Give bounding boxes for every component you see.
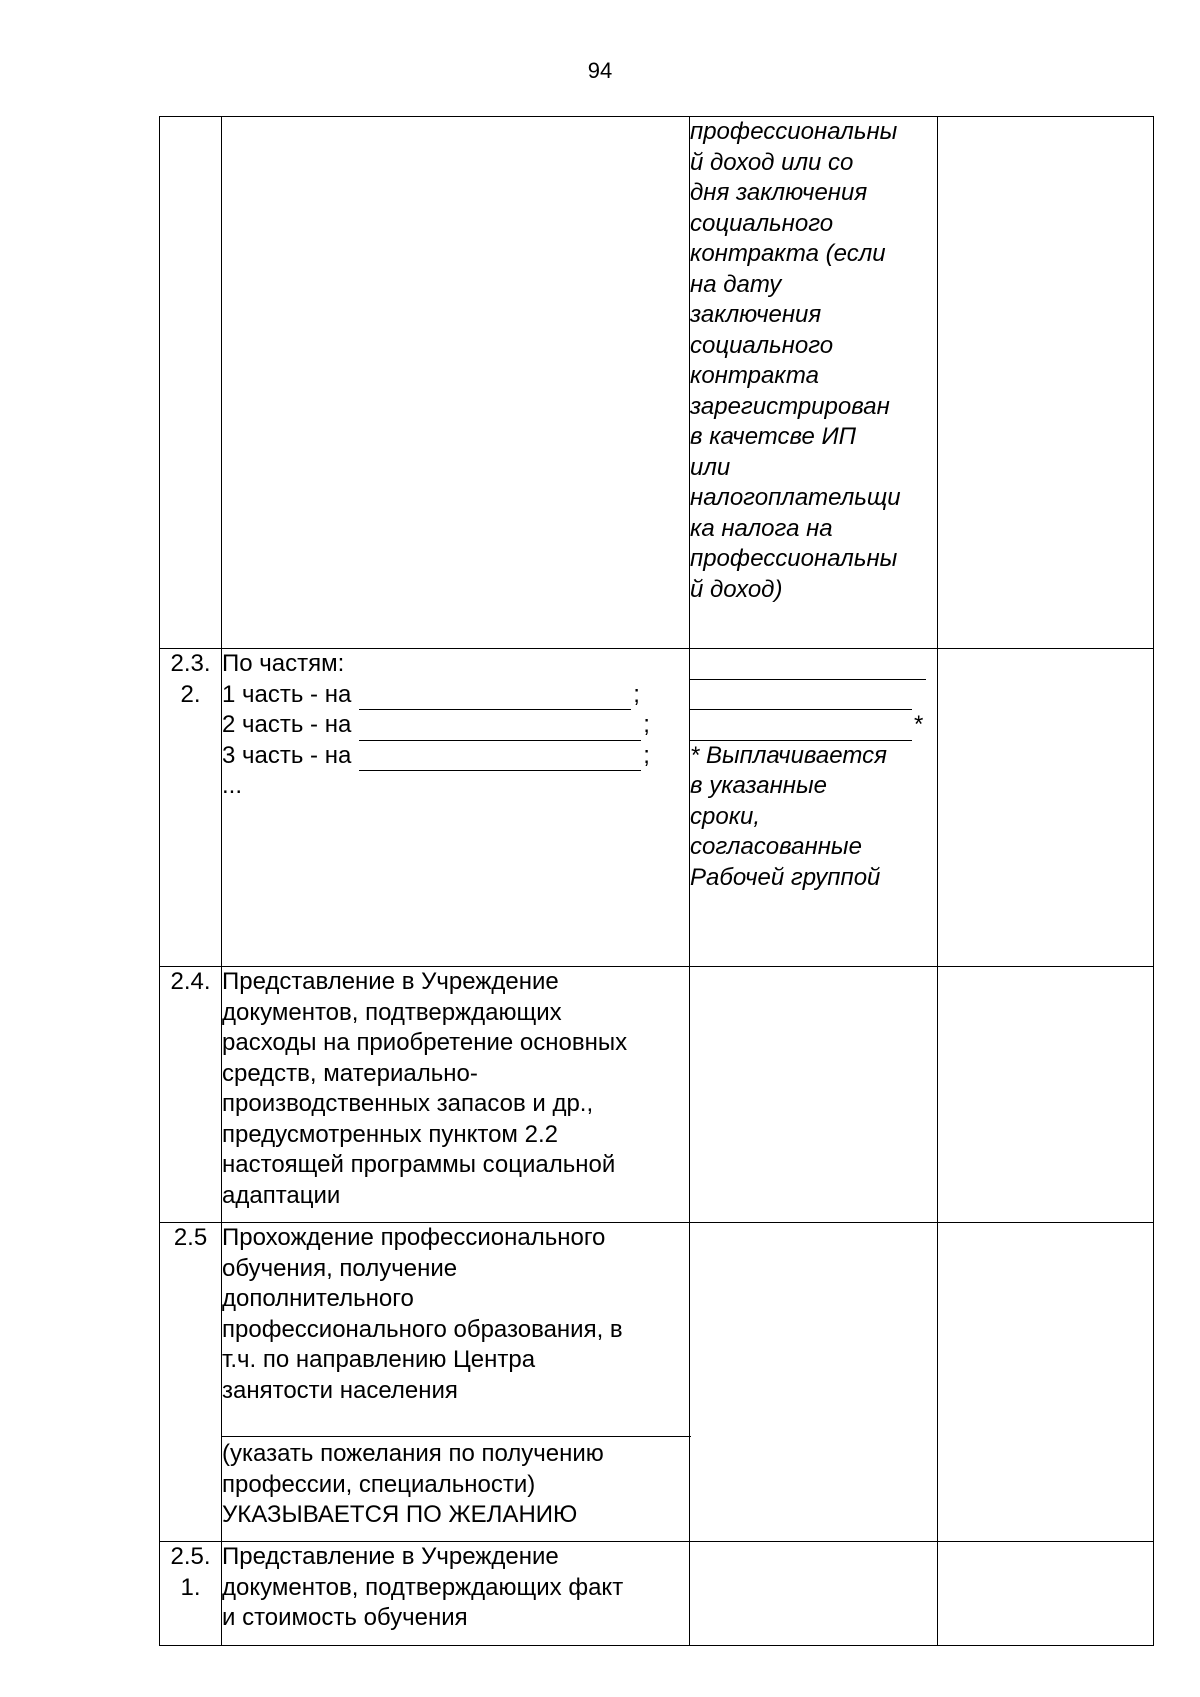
row-description: Представление в Учреждение документов, подтверждающих расходы на приобретение основных средств, материально- производственных запасов и др., предусмотренных пунктом 2.2 настоящей программы социальной адаптации	[222, 967, 690, 1223]
row-result	[690, 967, 938, 1223]
row-number: 2.5. 1.	[160, 1542, 222, 1646]
row-result: профессиональны й доход или со дня заключения социального контракта (если на дату заключения социального контракта зарегистрирован в качетсве ИП или налогоплательщи ка налога на профессиональны й доход)	[690, 117, 938, 649]
table-row	[160, 967, 1154, 1223]
part-label: 2 часть - на	[222, 711, 352, 738]
row-empty-cell	[938, 117, 1154, 649]
table-row	[160, 117, 1154, 649]
part-1-line	[222, 680, 689, 711]
result-blank-1	[690, 649, 937, 680]
row-description: Представление в Учреждение документов, подтверждающих факт и стоимость обучения	[222, 1542, 690, 1646]
blank-line	[359, 716, 641, 741]
result-note: * Выплачивается в указанные сроки, согласованные Рабочей группой	[690, 741, 887, 891]
row-number: 2.4.	[160, 967, 222, 1223]
description-text: Прохождение профессионального обучения, получение дополнительного профессионального образования, в т.ч. по направлению Центра занятости населения	[222, 1224, 623, 1404]
blank-line	[690, 685, 912, 710]
row-number	[160, 117, 222, 649]
row-description	[222, 117, 690, 649]
row-empty-cell	[938, 1542, 1154, 1646]
asterisk-mark: *	[914, 711, 924, 738]
row-empty-cell	[938, 649, 1154, 967]
blank-line	[690, 655, 926, 680]
program-table	[159, 116, 1154, 1646]
row-result	[690, 1542, 938, 1646]
row-description	[222, 649, 690, 967]
part-3-line	[222, 741, 689, 772]
wish-blank-line	[222, 1406, 691, 1437]
table-row	[160, 649, 1154, 967]
row-empty-cell	[938, 967, 1154, 1223]
result-blank-2	[690, 680, 937, 711]
row-empty-cell	[938, 1223, 1154, 1542]
wish-remark: УКАЗЫВАЕТСЯ ПО ЖЕЛАНИЮ	[222, 1501, 578, 1528]
row-number: 2.3. 2.	[160, 649, 222, 967]
part-label: 3 часть - на	[222, 741, 352, 769]
wish-note: (указать пожелания по получению профессии, специальности)	[222, 1440, 604, 1498]
blank-line	[359, 685, 631, 710]
row-result	[690, 1223, 938, 1542]
part-end: ;	[633, 680, 640, 708]
page-number: 94	[587, 58, 613, 83]
part-2-line	[222, 710, 689, 741]
row-result	[690, 649, 938, 967]
table-row	[160, 1542, 1154, 1646]
result-blank-3	[690, 710, 937, 741]
part-label: 1 часть - на	[222, 680, 352, 708]
row-description	[222, 1223, 690, 1542]
blank-line	[359, 746, 641, 771]
part-end: ;	[643, 741, 650, 769]
table-row	[160, 1223, 1154, 1542]
row-number: 2.5	[160, 1223, 222, 1542]
parts-heading: По частям:	[222, 650, 345, 677]
part-end: ;	[643, 711, 650, 738]
ellipsis: ...	[222, 772, 243, 799]
blank-line	[690, 716, 912, 741]
